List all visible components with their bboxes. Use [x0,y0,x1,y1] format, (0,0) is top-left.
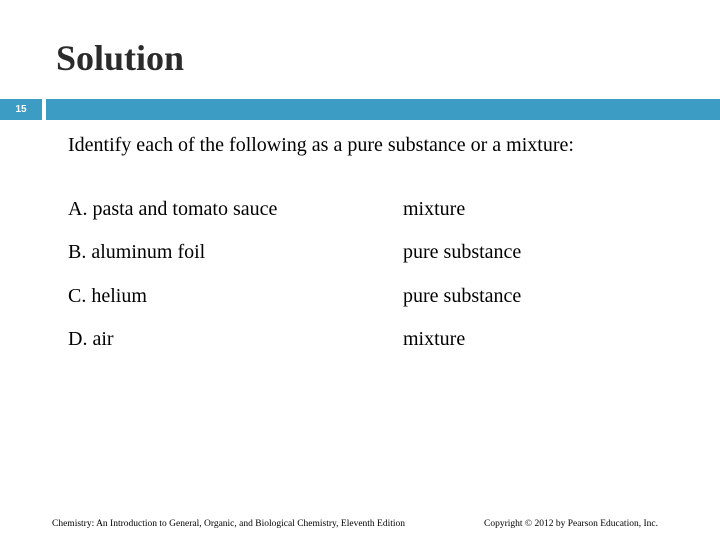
qa-row [68,237,668,267]
footer-book-title: Chemistry: An Introduction to General, Organic, and Biological Chemistry, Eleventh Edition [52,519,406,529]
slide-number-badge [0,99,42,120]
question-text: B. aluminum foil [68,241,206,263]
qa-row [68,281,668,311]
answer-text: mixture [403,328,466,350]
answer-text: mixture [403,198,466,220]
footer-copyright: Copyright © 2012 by Pearson Education, Inc. [484,519,658,529]
question-text: A. pasta and tomato sauce [68,198,278,220]
question-text: C. helium [68,285,147,307]
question-text: D. air [68,328,114,350]
answer-text: pure substance [403,285,522,307]
qa-row [68,194,668,224]
slide-number: 15 [15,104,27,115]
question-prompt: Identify each of the following as a pure substance or a mixture: [68,134,574,156]
answer-text: pure substance [403,241,522,263]
qa-row [68,324,668,354]
title-divider-bar [46,99,720,120]
slide-title: Solution [56,38,185,78]
